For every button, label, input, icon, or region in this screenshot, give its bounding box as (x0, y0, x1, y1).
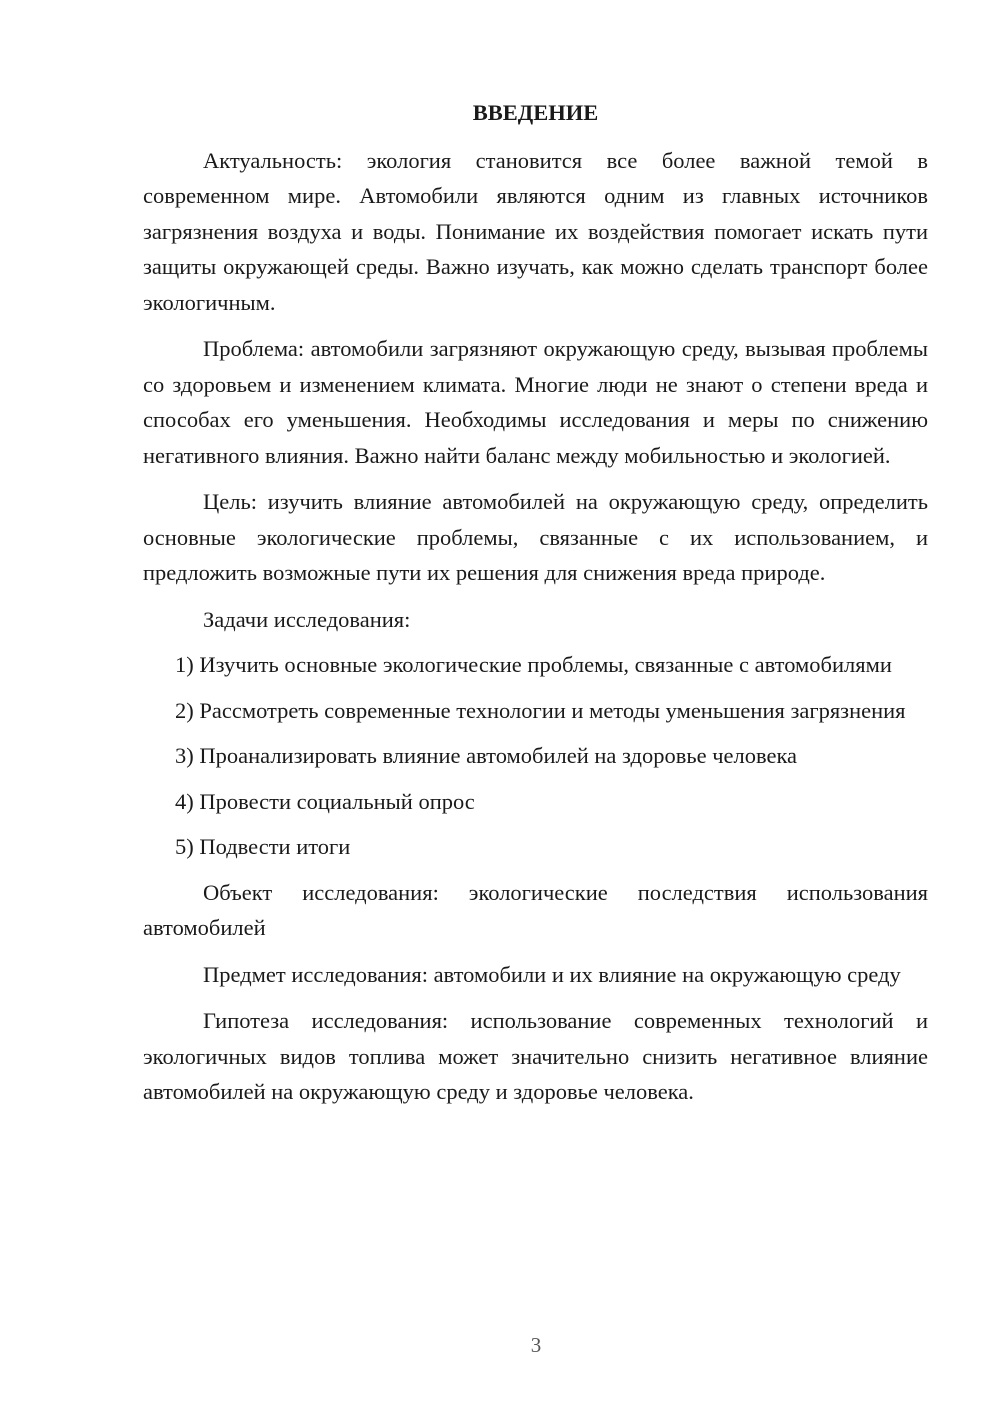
subject-paragraph: Предмет исследования: автомобили и их влияние на окружающую среду (203, 961, 901, 987)
page-number: 3 (530, 1333, 542, 1357)
object-paragraph: Объект исследования: экологические последствия использования автомобилей (143, 879, 928, 940)
hypothesis-paragraph: Гипотеза исследования: использование современных технологий и экологичных видов топлива может значительно снизить негативное влияние автомобилей на окружающую среду и здоровье человека. (143, 1008, 928, 1104)
tasks-heading: Задачи исследования: (203, 606, 411, 632)
task-item: 4) Провести социальный опрос (175, 788, 475, 814)
tasks-list (143, 647, 928, 865)
problem-paragraph: Проблема: автомобили загрязняют окружающую среду, вызывая проблемы со здоровьем и изменением климата. Многие люди не знают о степени вреда и способах его уменьшения. Необходимы исследования и меры по снижению негативного влияния. Важно найти баланс между мобильностью и экологией. (143, 336, 928, 468)
relevance-paragraph: Актуальность: экология становится все более важной темой в современном мире. Автомобили являются одним из главных источников загрязнения воздуха и воды. Понимание их воздействия помогает искать пути защиты окружающей среды. Важно изучать, как можно сделать транспорт более экологичным. (143, 147, 928, 315)
task-item: 2) Рассмотреть современные технологии и методы уменьшения загрязнения (175, 697, 906, 723)
section-title: ВВЕДЕНИЕ (472, 100, 599, 125)
goal-paragraph: Цель: изучить влияние автомобилей на окружающую среду, определить основные экологические проблемы, связанные с их использованием, и предложить возможные пути их решения для снижения вреда природе. (143, 489, 928, 585)
task-item: 3) Проанализировать влияние автомобилей на здоровье человека (175, 743, 798, 768)
document-page (143, 95, 928, 1121)
task-item: 1) Изучить основные экологические проблемы, связанные с автомобилями (175, 652, 892, 677)
task-item: 5) Подвести итоги (175, 834, 351, 859)
